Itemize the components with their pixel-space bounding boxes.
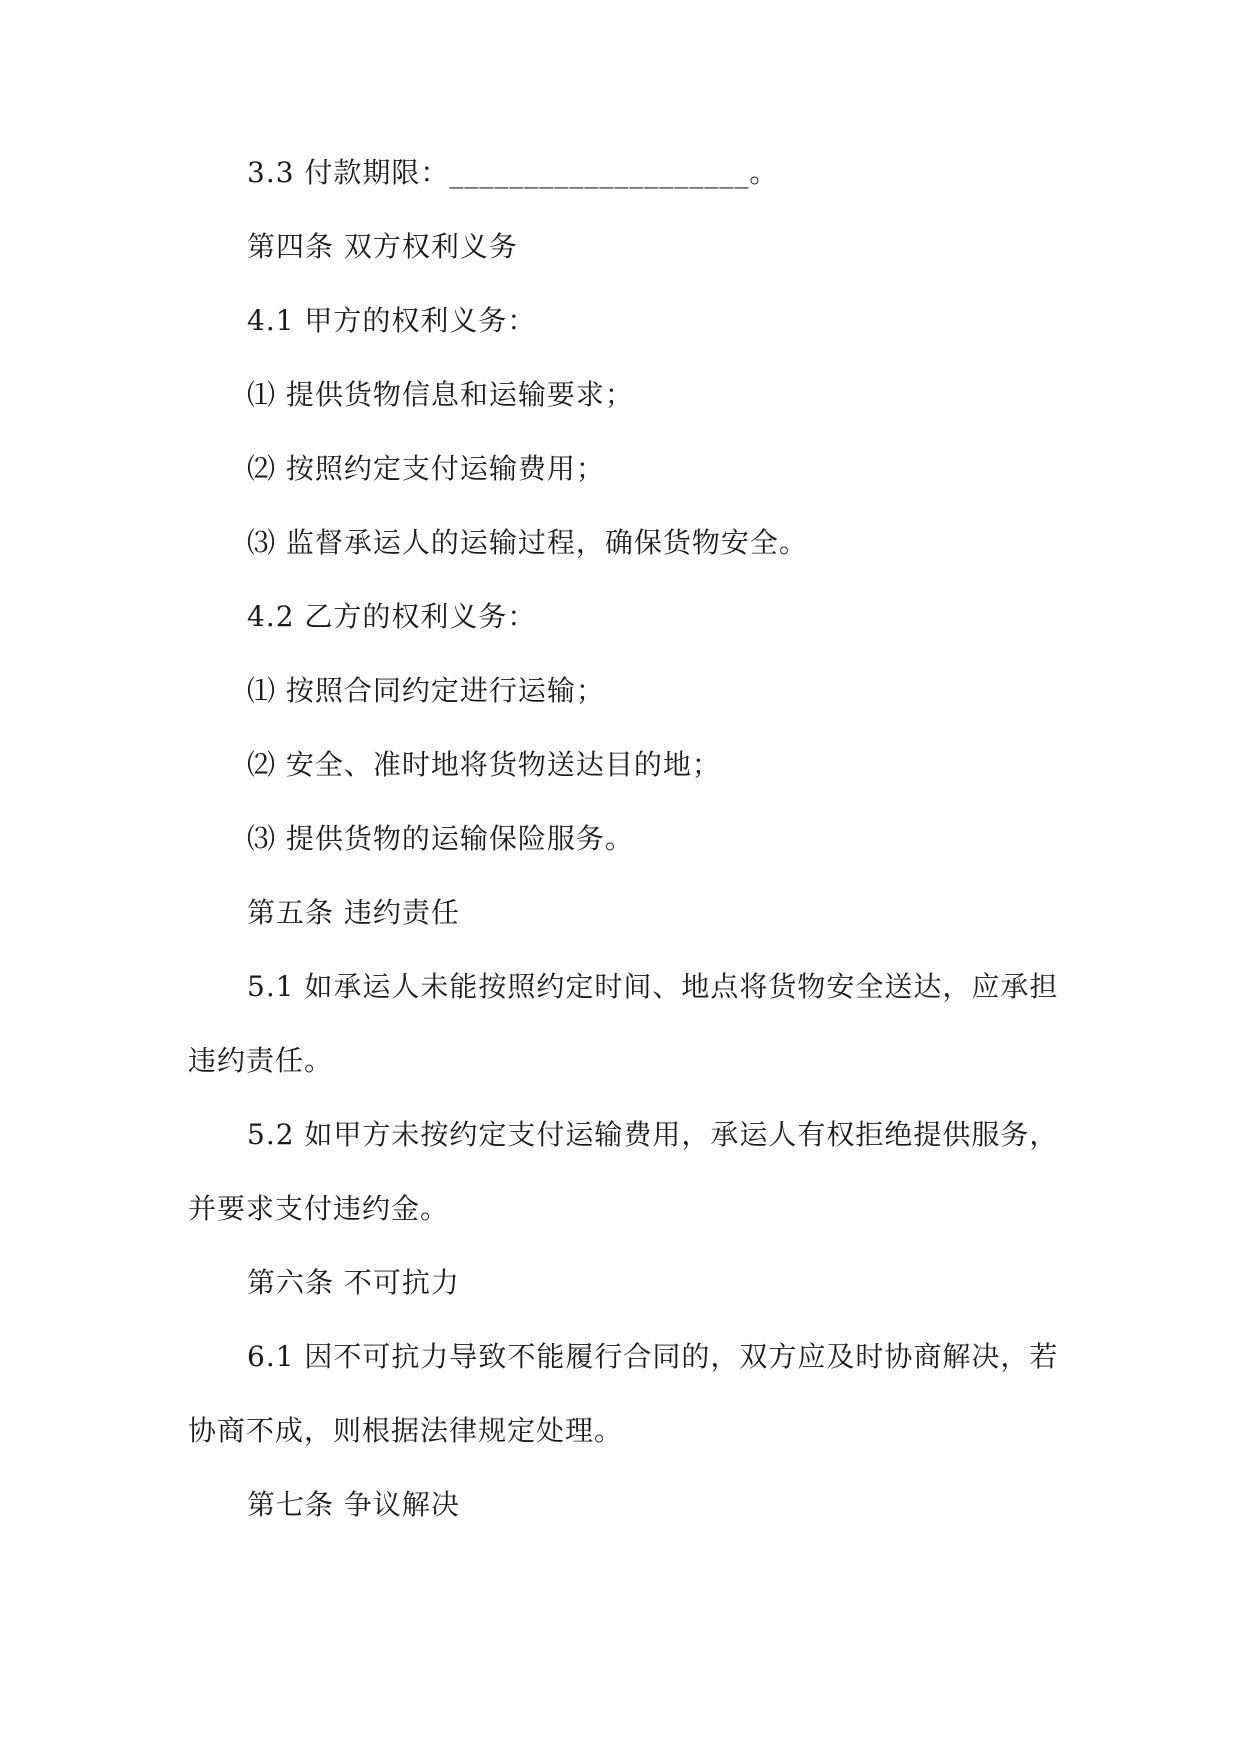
article-7-heading: 第七条 争议解决: [247, 1488, 460, 1521]
article-4-heading: 第四条 双方权利义务: [247, 230, 518, 263]
list-item: ⑵ 按照约定支付运输费用；: [247, 452, 605, 485]
article-5-heading: 第五条 违约责任: [247, 896, 460, 929]
clause-5-2-continuation: 并要求支付违约金。: [188, 1192, 450, 1225]
clause-5-1-continuation: 违约责任。: [188, 1044, 334, 1077]
clause-5-1: 5.1 如承运人未能按照约定时间、地点将货物安全送达，应承担: [247, 970, 1059, 1003]
clause-4-1: 4.1 甲方的权利义务：: [247, 304, 537, 337]
clause-3-3-payment-term: 3.3 付款期限：____________________。: [247, 156, 779, 189]
list-item: ⑴ 提供货物信息和运输要求；: [247, 378, 634, 411]
list-item: ⑵ 安全、准时地将货物送达目的地；: [247, 748, 721, 781]
list-item: ⑶ 监督承运人的运输过程，确保货物安全。: [247, 526, 808, 559]
clause-5-2: 5.2 如甲方未按约定支付运输费用，承运人有权拒绝提供服务，: [247, 1118, 1059, 1151]
clause-4-2: 4.2 乙方的权利义务：: [247, 600, 537, 633]
list-item: ⑶ 提供货物的运输保险服务。: [247, 822, 634, 855]
list-item: ⑴ 按照合同约定进行运输；: [247, 674, 605, 707]
article-6-heading: 第六条 不可抗力: [247, 1266, 460, 1299]
clause-6-1: 6.1 因不可抗力导致不能履行合同的，双方应及时协商解决，若: [247, 1340, 1059, 1373]
clause-6-1-continuation: 协商不成，则根据法律规定处理。: [188, 1414, 624, 1447]
